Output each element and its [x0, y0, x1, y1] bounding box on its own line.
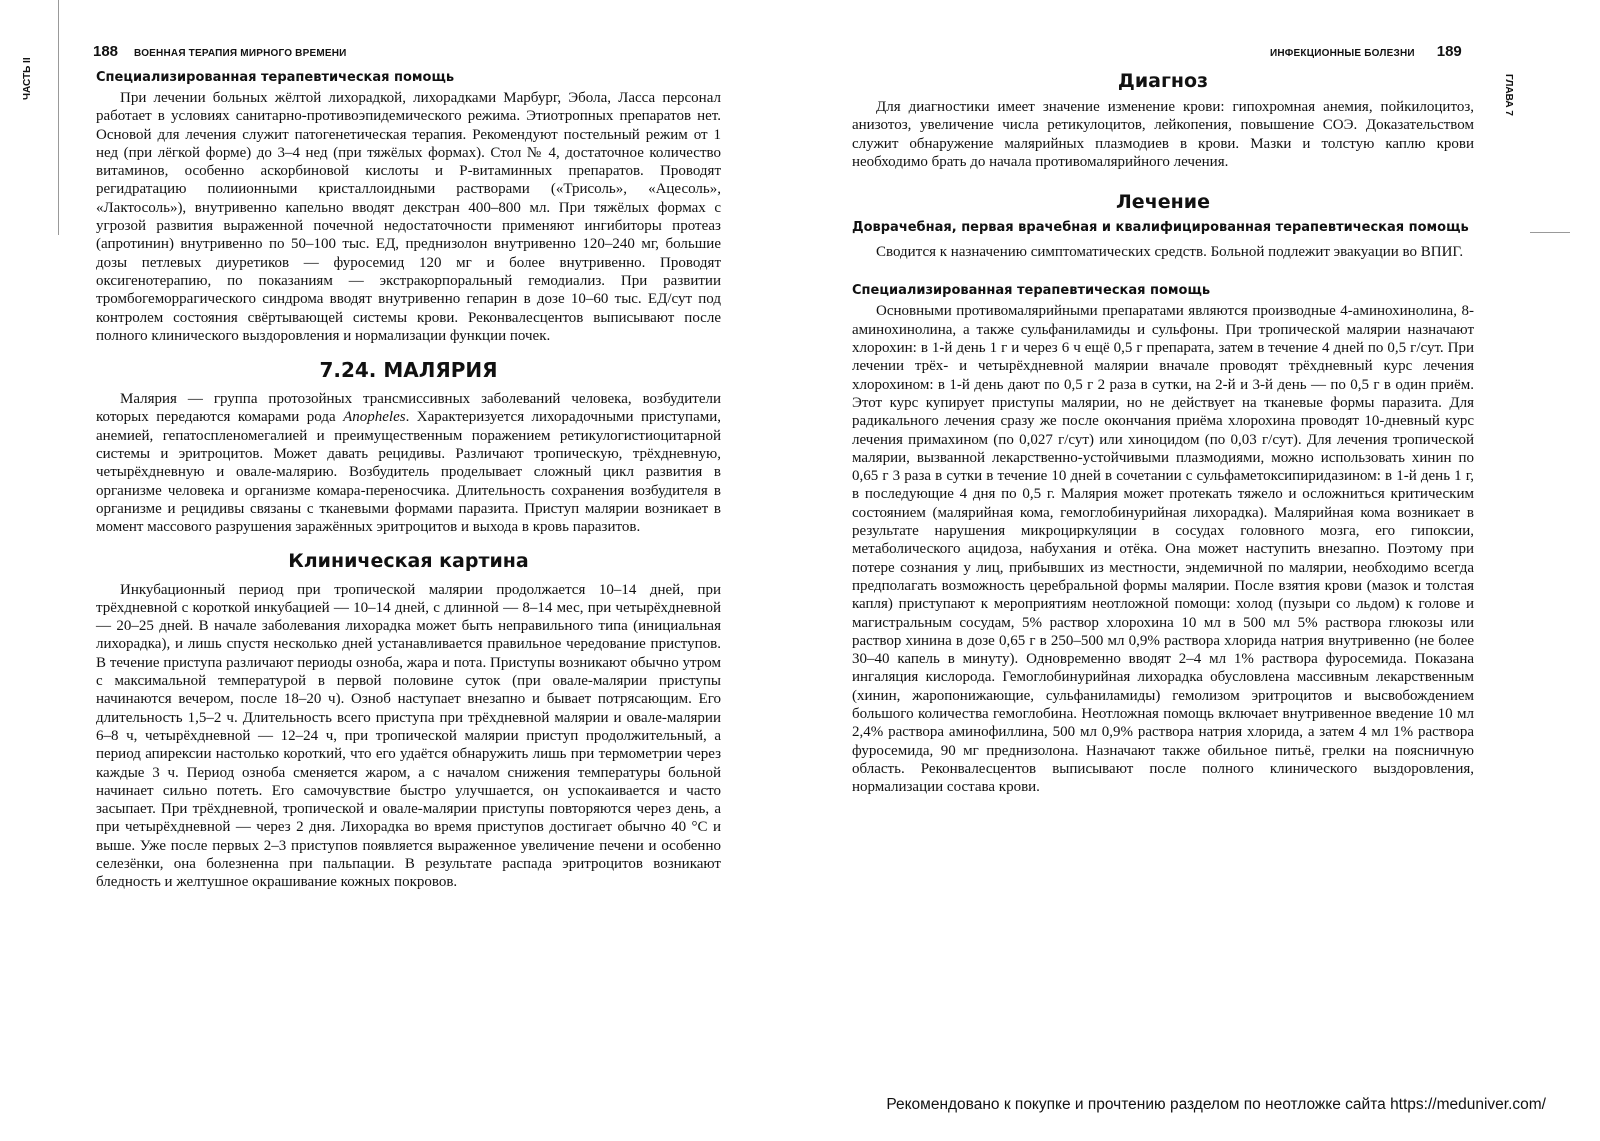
side-tab-chapter: ГЛАВА 7 — [1503, 74, 1514, 116]
genus-name: Anopheles — [343, 409, 406, 426]
clinic-heading: Клиническая картина — [288, 549, 529, 572]
subsection-heading: Специализированная терапевтическая помощь — [852, 283, 1211, 299]
intro-text-continued: . Характеризуется лихорадочными приступами, анемией, гепатоспленомегалией и преимущественным поражением ретикулогистиоцитарной системы и эритроцитов. Может давать рецидивы. Различают тропическую, трёхдневную, четырёхдневную и овале-малярию. Возбудитель проделывает сложный цикл развития в организме человека и организме комара-переносчика. Длительность сохранения возбудителя в организме и рецидивы связаны с тканевыми формами паразита. Приступ малярии возникает в момент массового разрушения заражённых эритроцитов и выхода в кровь паразитов. — [96, 409, 721, 536]
paragraph-diagnosis: Для диагностики имеет значение изменение крови: гипохромная анемия, пойкилоцитоз, анизотоз, увеличение числа ретикулоцитов, лейкопения, повышение СОЭ. Доказательством служит обнаружение малярийных плазмодиев в крови. Мазки и толстую каплю крови необходимо брать до начала противомалярийного лечения. — [852, 99, 1474, 170]
page-number: 188 — [93, 43, 119, 60]
section-heading: 7.24. МАЛЯРИЯ — [319, 358, 498, 383]
diagnosis-heading: Диагноз — [1117, 70, 1209, 92]
page-edge-line — [1530, 232, 1570, 233]
treatment-heading: Лечение — [1116, 191, 1210, 214]
right-page — [800, 0, 1600, 1141]
intro-text: Малярия — группа протозойных трансмиссивных заболеваний человека, возбудители которых передаются комарами рода — [96, 391, 721, 426]
running-title: ИНФЕКЦИОННЫЕ БОЛЕЗНИ — [1270, 48, 1415, 59]
left-column — [96, 70, 721, 892]
paragraph-clinic: Инкубационный период при тропической малярии продолжается 10–14 дней, при трёхдневной с короткой инкубацией — 10–14 дней, с длинной — 8–14 мес, при четырёхдневной — 20–25 дней. В начале заболевания лихорадка может быть неправильного типа (инициальная лихорадка), и лишь спустя несколько дней устанавливается правильное чередование приступов. В течение приступа различают периоды озноба, жара и пота. Приступы возникают обычно утром с максимальной температурой в первой половине суток (при овале-малярии приступы начинаются вечером, после 18–20 ч). Озноб наступает внезапно и бывает потрясающим. Его длительность 1,5–2 ч. Длительность всего приступа при трёхдневной малярии и овале-малярии 6–8 ч, четырёхдневной — 12–24 ч, при тропической малярии приступ продолжительный, а период апирексии настолько короткий, что его удаётся обнаружить лишь при термометрии через каждые 3 ч. Период озноба сменяется жаром, а с началом снижения температуры больной начинает сильно потеть. Его самочувствие быстро улучшается, он успокаивается и часто засыпает. При трёхдневной, тропической и овале-малярии приступы повторяются через день, а при четырёхдневной — через 2 дня. Лихорадка во время приступов достигает обычно 40 °С и выше. Уже после первых 2–3 приступов появляется выраженное увеличение печени и особенно селезёнки, она болезненна при пальпации. В результате распада эритроцитов возникают бледность и желтушное окрашивание кожных покровов. — [96, 581, 721, 891]
page-edge-line — [58, 0, 59, 235]
paragraph-prehospital: Сводится к назначению симптоматических средств. Больной подлежит эвакуации во ВПИГ. — [876, 244, 1464, 261]
page-number: 189 — [1436, 43, 1462, 60]
running-head-left — [93, 43, 347, 60]
paragraph-specialized-treatment: Основными противомалярийными препаратами являются производные 4-аминохинолина, 8-аминохинолина, а также сульфаниламиды и сульфоны. При тропической малярии назначают хлорохин: в 1-й день 1 г и через 6 ч ещё 0,5 г препарата, затем в течение 4 дней по 0,5 г/сут. При лечении трёх- и четырёхдневной малярии вначале проводят трёхдневный курс лечения хлорохином: в 1-й день дают по 0,5 г 2 раза в сутки, на 2-й и 3-й день — по 0,5 г в один приём. Этот курс купирует приступы малярии, но не действует на тканевые формы паразита. Для радикального лечения сразу же после окончания приёма хлорохина проводят 10-дневный курс лечения примахином (по 0,027 г/сут) или хиноцидом (по 0,03 г/сут). Для лечения тропической малярии, вызванной лекарственно-устойчивыми плазмодиями, можно использовать хинин по 0,65 г 3 раза в сутки в течение 10 дней в сочетании с сульфаметоксипиридазином: в 1-й день 1 г, в последующие 4 дня по 0,5 г. Малярия может протекать тяжело и осложниться критическим состоянием (малярийная кома, гемоглобинурийная лихорадка). Малярийная кома возникает в результате нарушения микроциркуляции в сосудах головного мозга, его гипоксии, метаболического ацидоза, набухания и отёка. Она может наступить внезапно. Поэтому при потере сознания у лиц, прибывших из местности, эндемичной по малярии, необходимо всегда предполагать возможность церебральной формы малярии. После взятия крови (мазок и толстая капля) приступают к мероприятиям неотложной помощи: холод (пузыри со льдом) к голове и магистральным сосудам, 5% раствор хлорохина 10 мл в 500 мл 5% раствора глюкозы или раствор хинина в дозе 0,65 г в 250–500 мл 0,9% раствора хлорида натрия внутривенно (не более 30–40 капель в минуту). Одновременно вводят 2–4 мл 1% раствора фуросемида. Показана ингаляция кислорода. Гемоглобинурийная лихорадка обусловлена массивным лекарственным (хинин, жаропонижающие, сульфаниламиды) гемолизом эритроцитов и высвобождением большого количества гемоглобина. Неотложная помощь включает внутривенное введение 10 мл 2,4% раствора аминофиллина, 500 мл 0,9% раствора натрия хлорида, а затем 4 мл 1% раствора фуросемида, 90 мг преднизолона. Назначают также обильное питьё, грелки на поясничную область. Реконвалесцентов выписывают после полного клинического выздоровления, нормализации состава крови. — [852, 303, 1474, 796]
running-title: ВОЕННАЯ ТЕРАПИЯ МИРНОГО ВРЕМЕНИ — [134, 48, 347, 59]
paragraph-treatment: При лечении больных жёлтой лихорадкой, лихорадками Марбург, Эбола, Ласса персонал работает в условиях санитарно-противоэпидемического режима. Этиотропных препаратов нет. Основой для лечения служит патогенетическая терапия. Рекомендуют постельный режим от 1 нед (при лёгкой форме) до 3–4 нед (при тяжёлых формах). Стол № 4, достаточное количество витаминов, особенно аскорбиновой кислоты и Р-витаминных препаратов. Проводят регидратацию полиионными кристаллоидными растворами («Трисоль», «Ацесоль», «Лактосоль»), внутривенно капельно вводят декстран 400–800 мл. При тяжёлых формах с угрозой развития выраженной почечной недостаточности применяют ингибиторы протеаз (апротинин) внутривенно по 50–100 тыс. ЕД, преднизолон внутривенно 120–240 мг, большие дозы петлевых диуретиков — фуросемид 120 мг и более внутривенно. Проводят оксигенотерапию, по показаниям — экстракорпоральный гемодиализ. При развитии тромбогеморрагического синдрома вводят внутривенно гепарин в дозе 10–60 тыс. ЕД/сут под контролем состояния свёртывающей системы крови. Реконвалесцентов выписывают после полного клинического выздоровления и нормализации функции почек. — [96, 90, 721, 344]
running-head-right — [1270, 43, 1462, 60]
right-column — [852, 70, 1474, 797]
footer-link-text: Рекомендовано к покупке и прочтению разделом по неотложке сайта https://meduniver.com/ — [886, 1096, 1546, 1113]
subsection-heading: Специализированная терапевтическая помощь — [96, 70, 455, 85]
paragraph-malaria-intro — [96, 390, 721, 536]
left-page — [0, 0, 790, 1141]
side-tab-part: ЧАСТЬ II — [22, 57, 33, 100]
subsection-heading: Доврачебная, первая врачебная и квалифицированная терапевтическая помощь — [852, 220, 1469, 236]
